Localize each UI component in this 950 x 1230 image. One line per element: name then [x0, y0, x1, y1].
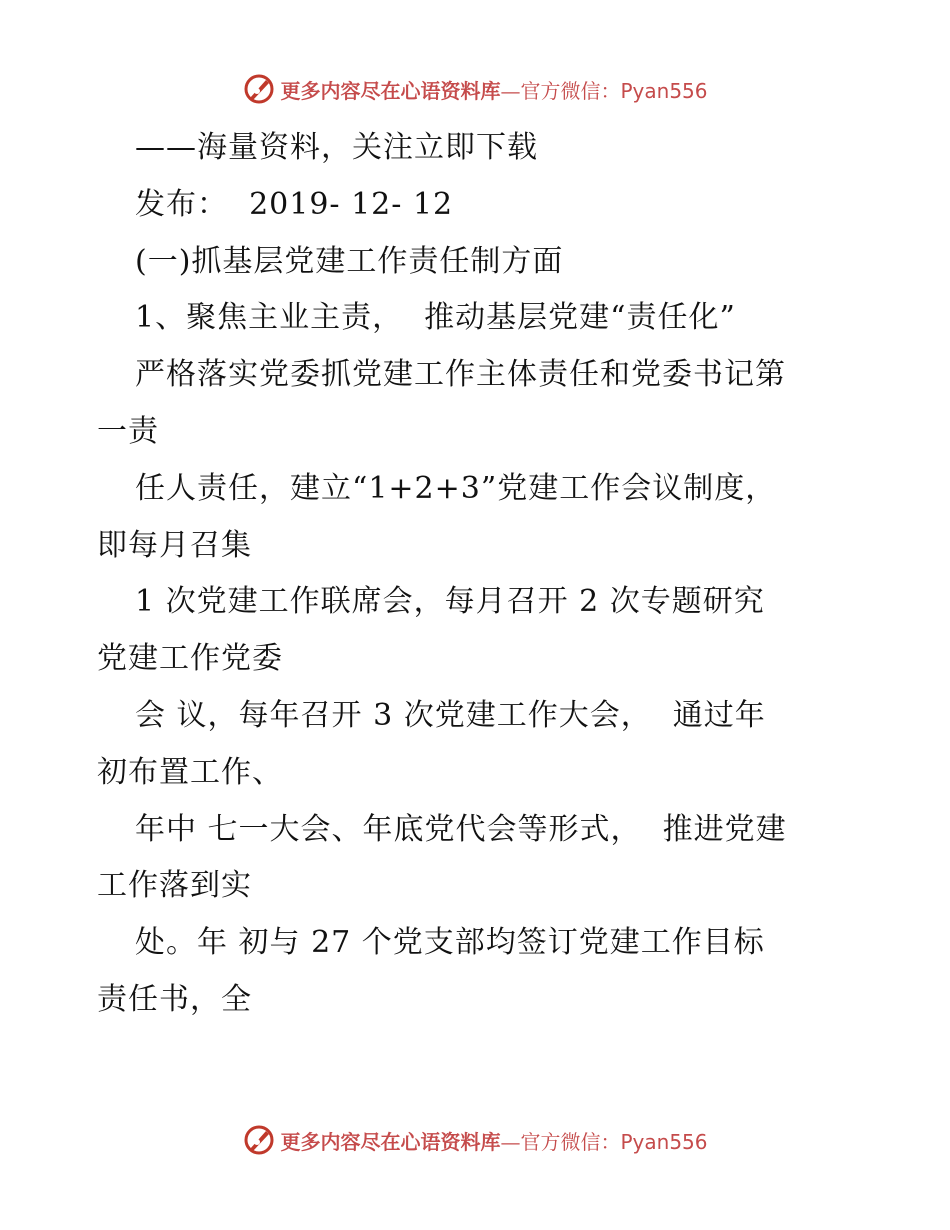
watermark-separator: —官方微信：	[500, 78, 621, 103]
text-line: 任人责任，建立“1+2+3”党建工作会议制度，	[135, 470, 777, 506]
quill-logo-icon	[242, 1123, 276, 1157]
text-line: 即每月召集	[97, 527, 252, 563]
text-line: 1 次党建工作联席会，每月召开 2 次专题研究	[135, 584, 765, 620]
header-watermark	[0, 72, 950, 106]
footer-watermark	[0, 1123, 950, 1157]
watermark-brand: 更多内容尽在心语资料库	[280, 1129, 501, 1154]
text-line: 严格落实党委抓党建工作主体责任和党委书记第	[135, 357, 786, 393]
watermark-wechat-id: Pyan556	[620, 1129, 708, 1154]
quill-logo-icon	[242, 72, 276, 106]
section-heading: (一)抓基层党建工作责任制方面	[135, 243, 564, 279]
text-line: 年中 七一大会、年底党代会等形式， 推进党建	[135, 811, 787, 847]
watermark-text	[280, 75, 707, 104]
watermark-wechat-id: Pyan556	[620, 78, 708, 103]
watermark-separator: —官方微信：	[500, 1129, 621, 1154]
text-line: 会 议，每年召开 3 次党建工作大会， 通过年	[135, 697, 766, 733]
text-line: 责任书，全	[97, 981, 252, 1017]
watermark-brand: 更多内容尽在心语资料库	[280, 78, 501, 103]
text-line: 党建工作党委	[97, 641, 283, 677]
text-line: 工作落到实	[97, 868, 252, 904]
publish-date-line: 发布： 2019- 12- 12	[135, 186, 454, 222]
text-line: ——海量资料，关注立即下载	[135, 130, 538, 165]
subsection-heading: 1、聚焦主业主责， 推动基层党建“责任化”	[135, 300, 736, 336]
text-line: 处。年 初与 27 个党支部均签订党建工作目标	[135, 925, 765, 961]
watermark-text	[280, 1126, 707, 1155]
document-body	[97, 120, 857, 1029]
text-line: 初布置工作、	[97, 754, 283, 790]
text-line: 一责	[97, 413, 159, 449]
